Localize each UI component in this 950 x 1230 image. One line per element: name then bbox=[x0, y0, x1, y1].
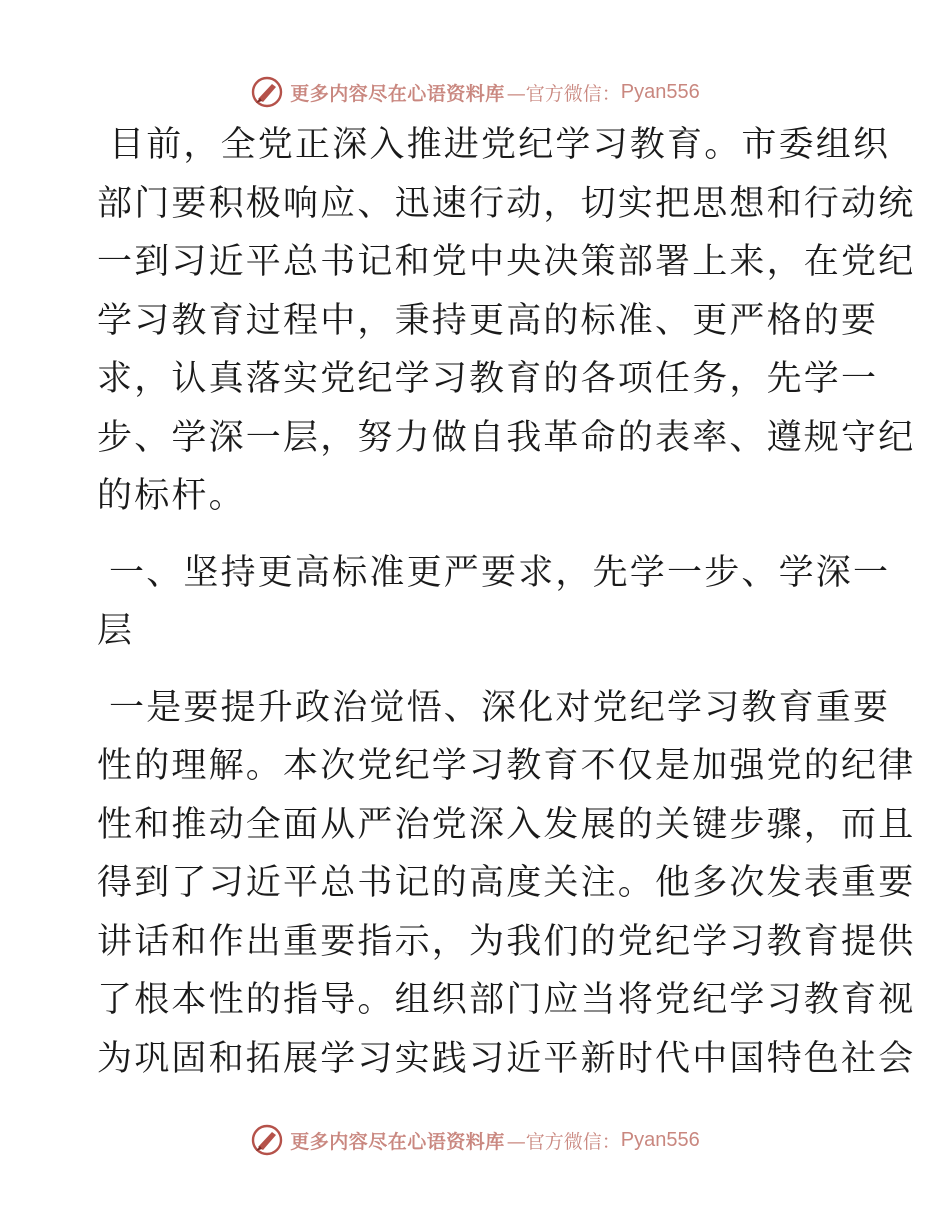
text-line: 求，认真落实党纪学习教育的各项任务，先学一 bbox=[97, 359, 879, 399]
pen-logo-icon bbox=[250, 1123, 284, 1157]
text-line: 学习教育过程中，秉持更高的标准、更严格的要 bbox=[97, 300, 879, 341]
paragraph-point-one bbox=[97, 679, 916, 1089]
text-line: 目前，全党正深入推进党纪学习教育。市委组织 bbox=[109, 125, 891, 165]
pen-logo-icon bbox=[250, 75, 284, 109]
header-wechat-label: —官方微信： bbox=[506, 82, 621, 105]
text-line: 一到习近平总书记和党中央决策部署上来，在党纪 bbox=[97, 242, 916, 282]
text-line: 为巩固和拓展学习实践习近平新时代中国特色社会 bbox=[97, 1038, 916, 1079]
text-line: 一是要提升政治觉悟、深化对党纪学习教育重要 bbox=[109, 687, 891, 728]
section-heading bbox=[97, 544, 891, 661]
text-line: 得到了习近平总书记的高度关注。他多次发表重要 bbox=[97, 863, 916, 903]
header-watermark-banner bbox=[0, 72, 950, 112]
text-line: 性和推动全面从严治党深入发展的关键步骤，而且 bbox=[97, 804, 916, 845]
paragraph-intro bbox=[97, 116, 916, 526]
footer-wechat-label: —官方微信： bbox=[506, 1130, 621, 1153]
heading-line: 层 bbox=[97, 611, 135, 651]
header-wechat-handle: Pyan556 bbox=[620, 80, 700, 103]
footer-watermark-banner bbox=[0, 1120, 950, 1160]
footer-wechat-handle: Pyan556 bbox=[620, 1128, 700, 1151]
document-body bbox=[97, 116, 916, 1088]
text-line: 部门要积极响应、迅速行动，切实把思想和行动统 bbox=[97, 183, 916, 224]
text-line: 的标杆。 bbox=[97, 476, 246, 516]
text-line: 步、学深一层，努力做自我革命的表率、遵规守纪 bbox=[97, 417, 916, 458]
text-line: 了根本性的指导。组织部门应当将党纪学习教育视 bbox=[97, 980, 916, 1020]
text-line: 性的理解。本次党纪学习教育不仅是加强党的纪律 bbox=[97, 746, 916, 786]
heading-line: 一、坚持更高标准更严要求，先学一步、学深一 bbox=[109, 552, 891, 593]
footer-brand-text: 更多内容尽在心语资料库 bbox=[290, 1130, 505, 1153]
header-brand-text: 更多内容尽在心语资料库 bbox=[290, 82, 505, 105]
text-line: 讲话和作出重要指示，为我们的党纪学习教育提供 bbox=[97, 921, 916, 962]
